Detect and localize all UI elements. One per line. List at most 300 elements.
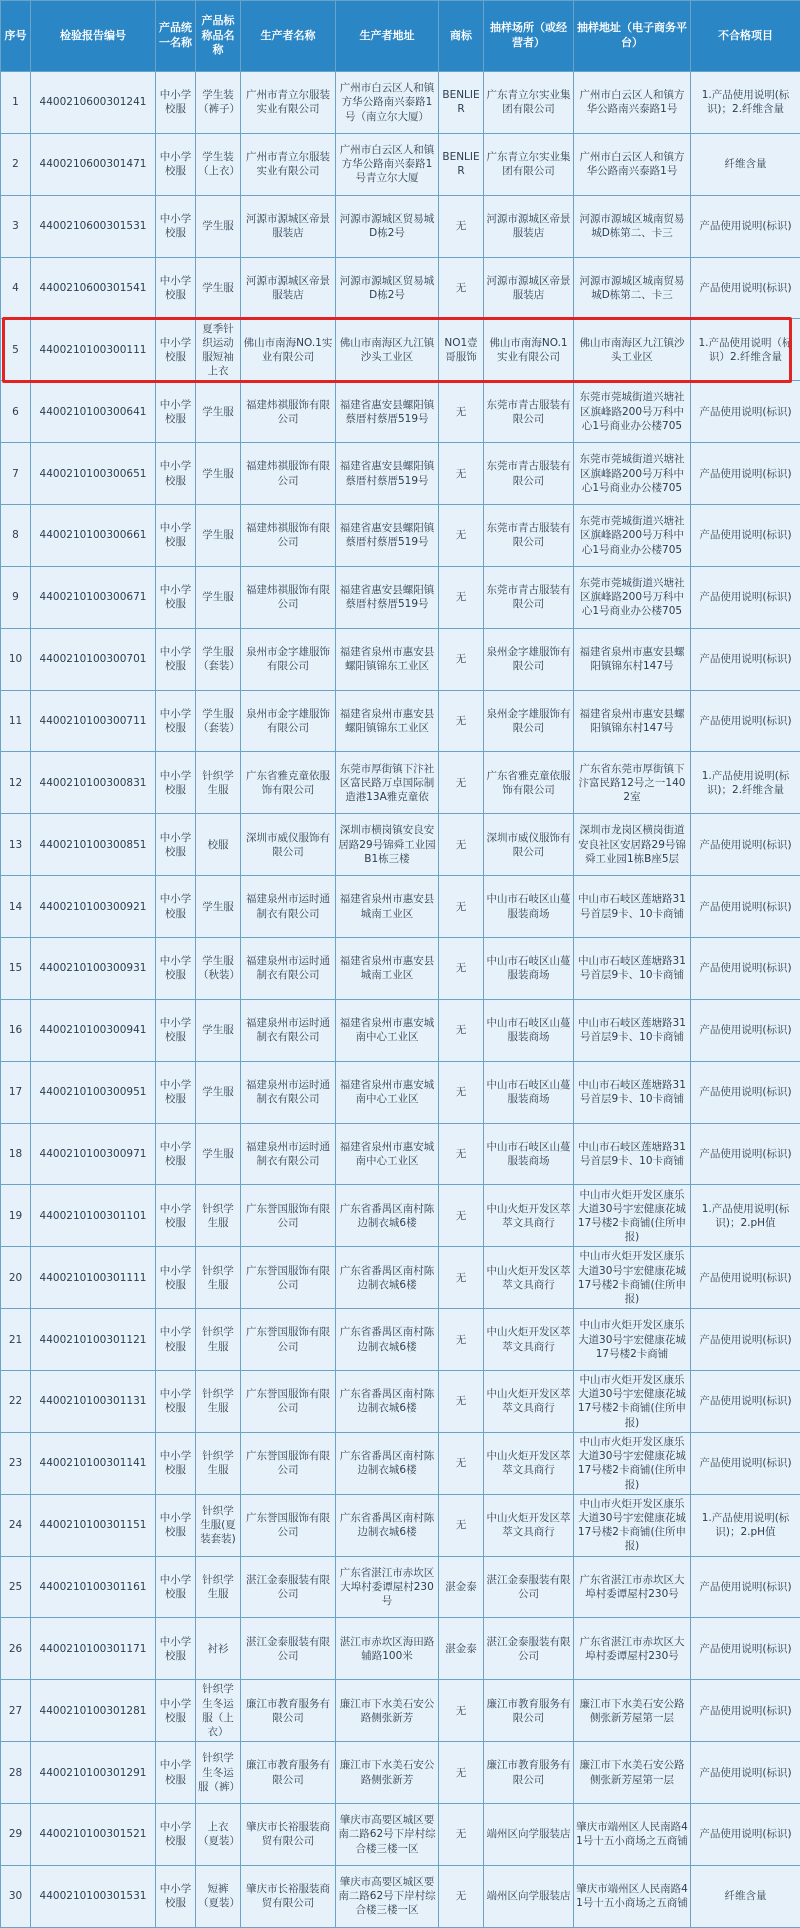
cell-sampling-address: 肇庆市端州区人民南路41号十五小商场之五商铺 bbox=[574, 1865, 691, 1927]
cell-unified-name: 中小学校服 bbox=[156, 505, 196, 567]
cell-unified-name: 中小学校服 bbox=[156, 690, 196, 752]
cell-label-name: 学生服 bbox=[196, 1061, 241, 1123]
cell-seq: 11 bbox=[1, 690, 31, 752]
table-row bbox=[1, 1185, 800, 1247]
cell-label-name: 学生服 bbox=[196, 443, 241, 505]
cell-sampling-address: 东莞市莞城街道兴塘社区旗峰路200号万科中心1号商业办公楼705 bbox=[574, 381, 691, 443]
cell-producer-name: 广州市青立尔服装实业有限公司 bbox=[241, 133, 336, 195]
cell-brand: 无 bbox=[439, 752, 484, 814]
cell-failed-items: 产品使用说明(标识) bbox=[691, 1680, 800, 1742]
cell-producer-address: 福建省泉州市惠安县城南工业区 bbox=[336, 876, 439, 938]
cell-brand: 无 bbox=[439, 566, 484, 628]
cell-seq: 12 bbox=[1, 752, 31, 814]
cell-producer-name: 福建泉州市运时通制衣有限公司 bbox=[241, 876, 336, 938]
cell-brand: 无 bbox=[439, 1309, 484, 1371]
cell-failed-items: 产品使用说明(标识) bbox=[691, 195, 800, 257]
cell-sampling-address: 东莞市莞城街道兴塘社区旗峰路200号万科中心1号商业办公楼705 bbox=[574, 443, 691, 505]
cell-sampling-site: 河源市源城区帝景服装店 bbox=[484, 257, 574, 319]
cell-label-name: 学生服 bbox=[196, 999, 241, 1061]
cell-seq: 1 bbox=[1, 72, 31, 134]
header-seq: 序号 bbox=[1, 1, 31, 72]
cell-brand: 无 bbox=[439, 1680, 484, 1742]
cell-report-no: 4400210100301111 bbox=[31, 1247, 156, 1309]
cell-label-name: 短裤（夏装） bbox=[196, 1865, 241, 1927]
cell-producer-address: 广东省番禺区南村陈边制衣城6楼 bbox=[336, 1247, 439, 1309]
cell-failed-items: 1.产品使用说明(标识)；2.纤维含量 bbox=[691, 72, 800, 134]
cell-failed-items: 产品使用说明(标识) bbox=[691, 628, 800, 690]
cell-label-name: 学生服 bbox=[196, 505, 241, 567]
table-row bbox=[1, 1494, 800, 1556]
cell-sampling-site: 中山火炬开发区萃萃文具商行 bbox=[484, 1371, 574, 1433]
cell-unified-name: 中小学校服 bbox=[156, 195, 196, 257]
cell-failed-items: 产品使用说明(标识) bbox=[691, 1804, 800, 1866]
cell-report-no: 4400210100301531 bbox=[31, 1865, 156, 1927]
cell-report-no: 4400210100301161 bbox=[31, 1556, 156, 1618]
cell-producer-name: 福建炜祺服饰有限公司 bbox=[241, 566, 336, 628]
cell-sampling-site: 深圳市威仪服饰有限公司 bbox=[484, 814, 574, 876]
cell-failed-items: 纤维含量 bbox=[691, 1865, 800, 1927]
cell-unified-name: 中小学校服 bbox=[156, 566, 196, 628]
cell-label-name: 针织学生服 bbox=[196, 752, 241, 814]
cell-seq: 29 bbox=[1, 1804, 31, 1866]
cell-report-no: 4400210600301531 bbox=[31, 195, 156, 257]
cell-report-no: 4400210100300711 bbox=[31, 690, 156, 752]
table-row bbox=[1, 1742, 800, 1804]
header-sampling-site: 抽样场所（或经营者） bbox=[484, 1, 574, 72]
cell-failed-items: 产品使用说明(标识) bbox=[691, 1556, 800, 1618]
cell-brand: 无 bbox=[439, 443, 484, 505]
cell-unified-name: 中小学校服 bbox=[156, 381, 196, 443]
cell-unified-name: 中小学校服 bbox=[156, 443, 196, 505]
cell-report-no: 4400210100301281 bbox=[31, 1680, 156, 1742]
cell-report-no: 4400210600301541 bbox=[31, 257, 156, 319]
cell-report-no: 4400210100300661 bbox=[31, 505, 156, 567]
table-row bbox=[1, 1618, 800, 1680]
cell-label-name: 学生服 bbox=[196, 566, 241, 628]
table-row bbox=[1, 72, 800, 134]
cell-unified-name: 中小学校服 bbox=[156, 1680, 196, 1742]
table-row bbox=[1, 381, 800, 443]
cell-producer-address: 福建省惠安县螺阳镇蔡厝村蔡厝519号 bbox=[336, 443, 439, 505]
cell-unified-name: 中小学校服 bbox=[156, 1432, 196, 1494]
cell-sampling-address: 福建省泉州市惠安县螺阳镇锦东村147号 bbox=[574, 628, 691, 690]
table-row bbox=[1, 1556, 800, 1618]
cell-label-name: 针织学生服 bbox=[196, 1185, 241, 1247]
cell-producer-address: 广州市白云区人和镇方华公路南兴泰路1号青立尔大厦 bbox=[336, 133, 439, 195]
cell-sampling-site: 广东青立尔实业集团有限公司 bbox=[484, 72, 574, 134]
cell-producer-name: 福建炜祺服饰有限公司 bbox=[241, 505, 336, 567]
header-report-no: 检验报告编号 bbox=[31, 1, 156, 72]
cell-sampling-address: 中山市火炬开发区康乐大道30号宇宏健康花城17号楼2卡商铺(住所申报) bbox=[574, 1371, 691, 1433]
cell-unified-name: 中小学校服 bbox=[156, 1123, 196, 1185]
header-sampling-address: 抽样地址（电子商务平台） bbox=[574, 1, 691, 72]
cell-failed-items: 产品使用说明(标识) bbox=[691, 566, 800, 628]
cell-seq: 26 bbox=[1, 1618, 31, 1680]
cell-label-name: 针织学生服 bbox=[196, 1309, 241, 1371]
cell-failed-items: 产品使用说明(标识) bbox=[691, 814, 800, 876]
cell-seq: 3 bbox=[1, 195, 31, 257]
cell-producer-name: 广东誉国服饰有限公司 bbox=[241, 1185, 336, 1247]
cell-unified-name: 中小学校服 bbox=[156, 72, 196, 134]
cell-sampling-site: 端州区向学服装店 bbox=[484, 1865, 574, 1927]
cell-brand: 湛金泰 bbox=[439, 1556, 484, 1618]
table-row bbox=[1, 1432, 800, 1494]
cell-brand: 无 bbox=[439, 628, 484, 690]
table-row bbox=[1, 1804, 800, 1866]
cell-report-no: 4400210100300941 bbox=[31, 999, 156, 1061]
cell-sampling-address: 廉江市下水美石安公路侧张新芳屋第一层 bbox=[574, 1742, 691, 1804]
cell-producer-address: 肇庆市高要区城区要南二路62号下岸村综合楼三楼一区 bbox=[336, 1804, 439, 1866]
cell-producer-address: 湛江市赤坎区海田路辅路100米 bbox=[336, 1618, 439, 1680]
cell-failed-items: 产品使用说明(标识) bbox=[691, 1123, 800, 1185]
cell-failed-items: 产品使用说明(标识) bbox=[691, 505, 800, 567]
cell-sampling-site: 廉江市教育服务有限公司 bbox=[484, 1742, 574, 1804]
cell-unified-name: 中小学校服 bbox=[156, 1556, 196, 1618]
cell-unified-name: 中小学校服 bbox=[156, 1494, 196, 1556]
cell-unified-name: 中小学校服 bbox=[156, 999, 196, 1061]
header-producer-name: 生产者名称 bbox=[241, 1, 336, 72]
cell-sampling-address: 深圳市龙岗区横岗街道安良社区安居路29号锦舜工业园1栋B座5层 bbox=[574, 814, 691, 876]
cell-unified-name: 中小学校服 bbox=[156, 1309, 196, 1371]
cell-producer-address: 佛山市南海区九江镇沙头工业区 bbox=[336, 319, 439, 381]
cell-brand: 无 bbox=[439, 690, 484, 752]
table-row bbox=[1, 1680, 800, 1742]
cell-unified-name: 中小学校服 bbox=[156, 1804, 196, 1866]
table-row bbox=[1, 505, 800, 567]
cell-producer-name: 福建泉州市运时通制衣有限公司 bbox=[241, 1123, 336, 1185]
cell-sampling-address: 河源市源城区城南贸易城D栋第二、卡三 bbox=[574, 195, 691, 257]
cell-producer-name: 佛山市南海NO.1实业有限公司 bbox=[241, 319, 336, 381]
cell-failed-items: 产品使用说明(标识) bbox=[691, 443, 800, 505]
cell-brand: 无 bbox=[439, 1865, 484, 1927]
cell-brand: 无 bbox=[439, 1432, 484, 1494]
cell-failed-items: 产品使用说明(标识) bbox=[691, 381, 800, 443]
cell-label-name: 学生服（套装） bbox=[196, 628, 241, 690]
header-unified-name: 产品统一名称 bbox=[156, 1, 196, 72]
table-body bbox=[1, 72, 800, 1928]
cell-brand: BENLIER bbox=[439, 72, 484, 134]
cell-report-no: 4400210100300921 bbox=[31, 876, 156, 938]
cell-seq: 23 bbox=[1, 1432, 31, 1494]
cell-unified-name: 中小学校服 bbox=[156, 1618, 196, 1680]
cell-producer-name: 广东誉国服饰有限公司 bbox=[241, 1309, 336, 1371]
table-row bbox=[1, 1061, 800, 1123]
cell-brand: 无 bbox=[439, 1123, 484, 1185]
cell-label-name: 学生服 bbox=[196, 257, 241, 319]
cell-report-no: 4400210100300111 bbox=[31, 319, 156, 381]
cell-unified-name: 中小学校服 bbox=[156, 938, 196, 1000]
cell-producer-name: 湛江金泰服装有限公司 bbox=[241, 1556, 336, 1618]
table-row bbox=[1, 938, 800, 1000]
cell-brand: 无 bbox=[439, 999, 484, 1061]
cell-sampling-site: 东莞市青古服装有限公司 bbox=[484, 443, 574, 505]
cell-sampling-site: 湛江金泰服装有限公司 bbox=[484, 1618, 574, 1680]
cell-sampling-address: 佛山市南海区九江镇沙头工业区 bbox=[574, 319, 691, 381]
cell-failed-items: 产品使用说明(标识) bbox=[691, 1247, 800, 1309]
cell-failed-items: 产品使用说明(标识) bbox=[691, 1742, 800, 1804]
cell-brand: 无 bbox=[439, 1742, 484, 1804]
cell-failed-items: 1.产品使用说明(标识)；2.pH值 bbox=[691, 1494, 800, 1556]
table-row bbox=[1, 566, 800, 628]
cell-unified-name: 中小学校服 bbox=[156, 1742, 196, 1804]
cell-producer-name: 廉江市教育服务有限公司 bbox=[241, 1742, 336, 1804]
cell-producer-address: 广东省番禺区南村陈边制衣城6楼 bbox=[336, 1185, 439, 1247]
cell-unified-name: 中小学校服 bbox=[156, 1371, 196, 1433]
cell-producer-address: 廉江市下水美石安公路侧张新芳 bbox=[336, 1742, 439, 1804]
cell-producer-name: 廉江市教育服务有限公司 bbox=[241, 1680, 336, 1742]
cell-brand: 无 bbox=[439, 1061, 484, 1123]
cell-unified-name: 中小学校服 bbox=[156, 257, 196, 319]
cell-seq: 21 bbox=[1, 1309, 31, 1371]
cell-seq: 13 bbox=[1, 814, 31, 876]
cell-seq: 25 bbox=[1, 1556, 31, 1618]
cell-seq: 2 bbox=[1, 133, 31, 195]
cell-report-no: 4400210100301171 bbox=[31, 1618, 156, 1680]
cell-producer-address: 福建省泉州市惠安城南中心工业区 bbox=[336, 999, 439, 1061]
cell-sampling-address: 肇庆市端州区人民南路41号十五小商场之五商铺 bbox=[574, 1804, 691, 1866]
cell-brand: 无 bbox=[439, 195, 484, 257]
cell-sampling-site: 中山市石岐区山蔓服装商场 bbox=[484, 1061, 574, 1123]
cell-producer-name: 肇庆市长裕服装商贸有限公司 bbox=[241, 1865, 336, 1927]
cell-brand: 无 bbox=[439, 1185, 484, 1247]
cell-sampling-address: 中山市火炬开发区康乐大道30号宇宏健康花城17号楼2卡商铺 bbox=[574, 1309, 691, 1371]
table-row bbox=[1, 1865, 800, 1927]
cell-report-no: 4400210100300671 bbox=[31, 566, 156, 628]
cell-failed-items: 产品使用说明(标识) bbox=[691, 690, 800, 752]
cell-seq: 22 bbox=[1, 1371, 31, 1433]
cell-producer-address: 廉江市下水美石安公路侧张新芳 bbox=[336, 1680, 439, 1742]
cell-seq: 19 bbox=[1, 1185, 31, 1247]
cell-seq: 4 bbox=[1, 257, 31, 319]
cell-sampling-site: 广东青立尔实业集团有限公司 bbox=[484, 133, 574, 195]
cell-seq: 10 bbox=[1, 628, 31, 690]
table-row bbox=[1, 257, 800, 319]
cell-producer-name: 泉州市金字雄服饰有限公司 bbox=[241, 628, 336, 690]
cell-seq: 24 bbox=[1, 1494, 31, 1556]
header-brand: 商标 bbox=[439, 1, 484, 72]
cell-unified-name: 中小学校服 bbox=[156, 628, 196, 690]
cell-report-no: 4400210100300651 bbox=[31, 443, 156, 505]
cell-report-no: 4400210100301121 bbox=[31, 1309, 156, 1371]
table-row bbox=[1, 1123, 800, 1185]
cell-label-name: 衬衫 bbox=[196, 1618, 241, 1680]
cell-brand: 无 bbox=[439, 876, 484, 938]
cell-report-no: 4400210100301131 bbox=[31, 1371, 156, 1433]
cell-sampling-site: 湛江金泰服装有限公司 bbox=[484, 1556, 574, 1618]
cell-sampling-site: 东莞市青古服装有限公司 bbox=[484, 381, 574, 443]
cell-producer-address: 深圳市横岗镇安良安居路29号锦舜工业园B1栋三楼 bbox=[336, 814, 439, 876]
cell-report-no: 4400210600301241 bbox=[31, 72, 156, 134]
cell-sampling-address: 中山市火炬开发区康乐大道30号宇宏健康花城17号楼2卡商铺(住所申报) bbox=[574, 1247, 691, 1309]
cell-report-no: 4400210100300641 bbox=[31, 381, 156, 443]
cell-failed-items: 产品使用说明(标识) bbox=[691, 1309, 800, 1371]
cell-seq: 27 bbox=[1, 1680, 31, 1742]
table-row bbox=[1, 1371, 800, 1433]
cell-sampling-site: 广东省雅克童依服饰有限公司 bbox=[484, 752, 574, 814]
cell-producer-name: 广东誉国服饰有限公司 bbox=[241, 1371, 336, 1433]
cell-failed-items: 产品使用说明(标识) bbox=[691, 1618, 800, 1680]
cell-brand: 无 bbox=[439, 257, 484, 319]
cell-sampling-address: 中山市石岐区莲塘路31号首层9卡、10卡商铺 bbox=[574, 1061, 691, 1123]
table-row bbox=[1, 443, 800, 505]
cell-brand: 湛金泰 bbox=[439, 1618, 484, 1680]
cell-sampling-address: 福建省泉州市惠安县螺阳镇锦东村147号 bbox=[574, 690, 691, 752]
cell-sampling-site: 中山市石岐区山蔓服装商场 bbox=[484, 938, 574, 1000]
cell-producer-address: 广东省湛江市赤坎区大埠村委谭屋村230号 bbox=[336, 1556, 439, 1618]
table-header-row bbox=[1, 1, 800, 72]
cell-sampling-site: 东莞市青古服装有限公司 bbox=[484, 505, 574, 567]
cell-seq: 16 bbox=[1, 999, 31, 1061]
cell-brand: 无 bbox=[439, 938, 484, 1000]
cell-label-name: 上衣（夏装） bbox=[196, 1804, 241, 1866]
cell-label-name: 学生装（上衣） bbox=[196, 133, 241, 195]
cell-seq: 7 bbox=[1, 443, 31, 505]
cell-unified-name: 中小学校服 bbox=[156, 1061, 196, 1123]
cell-failed-items: 纤维含量 bbox=[691, 133, 800, 195]
cell-sampling-site: 河源市源城区帝景服装店 bbox=[484, 195, 574, 257]
cell-unified-name: 中小学校服 bbox=[156, 319, 196, 381]
cell-brand: 无 bbox=[439, 505, 484, 567]
cell-failed-items: 1.产品使用说明(标识)；2.pH值 bbox=[691, 1185, 800, 1247]
cell-sampling-site: 泉州金字雄服饰有限公司 bbox=[484, 690, 574, 752]
cell-label-name: 针织学生服 bbox=[196, 1247, 241, 1309]
cell-producer-address: 东莞市厚街镇下汴社区富民路万卓国际制造港13A雅克童依 bbox=[336, 752, 439, 814]
cell-producer-name: 泉州市金字雄服饰有限公司 bbox=[241, 690, 336, 752]
cell-sampling-address: 广东省湛江市赤坎区大埠村委谭屋村230号 bbox=[574, 1556, 691, 1618]
table-row bbox=[1, 690, 800, 752]
cell-report-no: 4400210100301521 bbox=[31, 1804, 156, 1866]
cell-producer-name: 广东誉国服饰有限公司 bbox=[241, 1494, 336, 1556]
table-row bbox=[1, 133, 800, 195]
cell-seq: 17 bbox=[1, 1061, 31, 1123]
cell-seq: 30 bbox=[1, 1865, 31, 1927]
cell-producer-address: 福建省惠安县螺阳镇蔡厝村蔡厝519号 bbox=[336, 566, 439, 628]
table-row bbox=[1, 814, 800, 876]
table-row bbox=[1, 1309, 800, 1371]
cell-sampling-address: 中山市石岐区莲塘路31号首层9卡、10卡商铺 bbox=[574, 876, 691, 938]
cell-report-no: 4400210100301101 bbox=[31, 1185, 156, 1247]
cell-producer-name: 深圳市威仪服饰有限公司 bbox=[241, 814, 336, 876]
cell-sampling-address: 廉江市下水美石安公路侧张新芳屋第一层 bbox=[574, 1680, 691, 1742]
table-row bbox=[1, 319, 800, 381]
cell-sampling-site: 中山市石岐区山蔓服装商场 bbox=[484, 1123, 574, 1185]
table-row bbox=[1, 876, 800, 938]
cell-seq: 20 bbox=[1, 1247, 31, 1309]
cell-unified-name: 中小学校服 bbox=[156, 814, 196, 876]
cell-producer-address: 福建省泉州市惠安县螺阳镇锦东工业区 bbox=[336, 690, 439, 752]
cell-producer-name: 广东誉国服饰有限公司 bbox=[241, 1432, 336, 1494]
cell-producer-name: 福建泉州市运时通制衣有限公司 bbox=[241, 999, 336, 1061]
cell-seq: 8 bbox=[1, 505, 31, 567]
cell-failed-items: 产品使用说明(标识) bbox=[691, 1371, 800, 1433]
cell-producer-name: 福建炜祺服饰有限公司 bbox=[241, 381, 336, 443]
cell-producer-address: 河源市源城区贸易城D栋2号 bbox=[336, 257, 439, 319]
cell-producer-address: 福建省泉州市惠安城南中心工业区 bbox=[336, 1123, 439, 1185]
cell-failed-items: 产品使用说明(标识) bbox=[691, 1061, 800, 1123]
cell-sampling-site: 中山火炬开发区萃萃文具商行 bbox=[484, 1494, 574, 1556]
cell-sampling-address: 广东省东莞市厚街镇下汴富民路12号之一1402室 bbox=[574, 752, 691, 814]
cell-sampling-address: 河源市源城区城南贸易城D栋第二、卡三 bbox=[574, 257, 691, 319]
cell-sampling-address: 广东省湛江市赤坎区大埠村委谭屋村230号 bbox=[574, 1618, 691, 1680]
cell-producer-name: 广州市青立尔服装实业有限公司 bbox=[241, 72, 336, 134]
cell-failed-items: 产品使用说明(标识) bbox=[691, 1432, 800, 1494]
cell-label-name: 针织学生服 bbox=[196, 1432, 241, 1494]
cell-label-name: 学生服 bbox=[196, 381, 241, 443]
cell-label-name: 针织学生冬运服（上衣） bbox=[196, 1680, 241, 1742]
cell-producer-address: 广东省番禺区南村陈边制衣城6楼 bbox=[336, 1494, 439, 1556]
cell-failed-items: 产品使用说明(标识) bbox=[691, 999, 800, 1061]
cell-sampling-site: 佛山市南海NO.1实业有限公司 bbox=[484, 319, 574, 381]
cell-sampling-site: 东莞市青古服装有限公司 bbox=[484, 566, 574, 628]
cell-sampling-address: 广州市白云区人和镇方华公路南兴泰路1号 bbox=[574, 133, 691, 195]
cell-label-name: 学生装（裤子） bbox=[196, 72, 241, 134]
cell-brand: 无 bbox=[439, 381, 484, 443]
cell-sampling-site: 端州区向学服装店 bbox=[484, 1804, 574, 1866]
cell-producer-name: 福建泉州市运时通制衣有限公司 bbox=[241, 938, 336, 1000]
cell-label-name: 学生服（秋装） bbox=[196, 938, 241, 1000]
cell-label-name: 夏季针织运动服短袖上衣 bbox=[196, 319, 241, 381]
cell-failed-items: 1.产品使用说明(标识)；2.纤维含量 bbox=[691, 752, 800, 814]
cell-unified-name: 中小学校服 bbox=[156, 1185, 196, 1247]
cell-seq: 9 bbox=[1, 566, 31, 628]
cell-producer-address: 福建省惠安县螺阳镇蔡厝村蔡厝519号 bbox=[336, 381, 439, 443]
cell-producer-address: 福建省惠安县螺阳镇蔡厝村蔡厝519号 bbox=[336, 505, 439, 567]
cell-label-name: 校服 bbox=[196, 814, 241, 876]
cell-producer-address: 广东省番禺区南村陈边制衣城6楼 bbox=[336, 1432, 439, 1494]
cell-seq: 5 bbox=[1, 319, 31, 381]
cell-report-no: 4400210100300971 bbox=[31, 1123, 156, 1185]
cell-label-name: 学生服 bbox=[196, 876, 241, 938]
table-row bbox=[1, 752, 800, 814]
cell-seq: 6 bbox=[1, 381, 31, 443]
cell-producer-address: 广东省番禺区南村陈边制衣城6楼 bbox=[336, 1309, 439, 1371]
cell-report-no: 4400210100300931 bbox=[31, 938, 156, 1000]
cell-producer-address: 福建省泉州市惠安县螺阳镇锦东工业区 bbox=[336, 628, 439, 690]
cell-sampling-site: 中山火炬开发区萃萃文具商行 bbox=[484, 1247, 574, 1309]
cell-report-no: 4400210100301151 bbox=[31, 1494, 156, 1556]
cell-sampling-address: 广州市白云区人和镇方华公路南兴泰路1号 bbox=[574, 72, 691, 134]
cell-sampling-address: 中山市火炬开发区康乐大道30号宇宏健康花城17号楼2卡商铺(住所申报) bbox=[574, 1185, 691, 1247]
table-row bbox=[1, 1247, 800, 1309]
cell-failed-items: 产品使用说明(标识) bbox=[691, 257, 800, 319]
cell-sampling-site: 中山火炬开发区萃萃文具商行 bbox=[484, 1309, 574, 1371]
cell-sampling-address: 东莞市莞城街道兴塘社区旗峰路200号万科中心1号商业办公楼705 bbox=[574, 566, 691, 628]
cell-unified-name: 中小学校服 bbox=[156, 1865, 196, 1927]
table-row bbox=[1, 195, 800, 257]
cell-seq: 28 bbox=[1, 1742, 31, 1804]
cell-unified-name: 中小学校服 bbox=[156, 1247, 196, 1309]
cell-report-no: 4400210100301141 bbox=[31, 1432, 156, 1494]
cell-label-name: 学生服 bbox=[196, 1123, 241, 1185]
table-row bbox=[1, 999, 800, 1061]
cell-sampling-address: 中山市火炬开发区康乐大道30号宇宏健康花城17号楼2卡商铺(住所申报) bbox=[574, 1432, 691, 1494]
cell-sampling-site: 中山火炬开发区萃萃文具商行 bbox=[484, 1185, 574, 1247]
cell-label-name: 针织学生冬运服（裤） bbox=[196, 1742, 241, 1804]
cell-label-name: 学生服（套装） bbox=[196, 690, 241, 752]
cell-producer-name: 广东省雅克童依服饰有限公司 bbox=[241, 752, 336, 814]
cell-report-no: 4400210100300701 bbox=[31, 628, 156, 690]
cell-failed-items: 产品使用说明(标识) bbox=[691, 938, 800, 1000]
cell-failed-items: 1.产品使用说明（标识）2.纤维含量 bbox=[691, 319, 800, 381]
cell-producer-address: 肇庆市高要区城区要南二路62号下岸村综合楼三楼一区 bbox=[336, 1865, 439, 1927]
cell-sampling-site: 中山火炬开发区萃萃文具商行 bbox=[484, 1432, 574, 1494]
cell-producer-name: 福建泉州市运时通制衣有限公司 bbox=[241, 1061, 336, 1123]
cell-brand: 无 bbox=[439, 1371, 484, 1433]
cell-producer-name: 肇庆市长裕服装商贸有限公司 bbox=[241, 1804, 336, 1866]
cell-sampling-site: 泉州金字雄服饰有限公司 bbox=[484, 628, 574, 690]
cell-label-name: 针织学生服(夏装套装) bbox=[196, 1494, 241, 1556]
cell-producer-address: 广州市白云区人和镇方华公路南兴泰路1号（南立尔大厦） bbox=[336, 72, 439, 134]
